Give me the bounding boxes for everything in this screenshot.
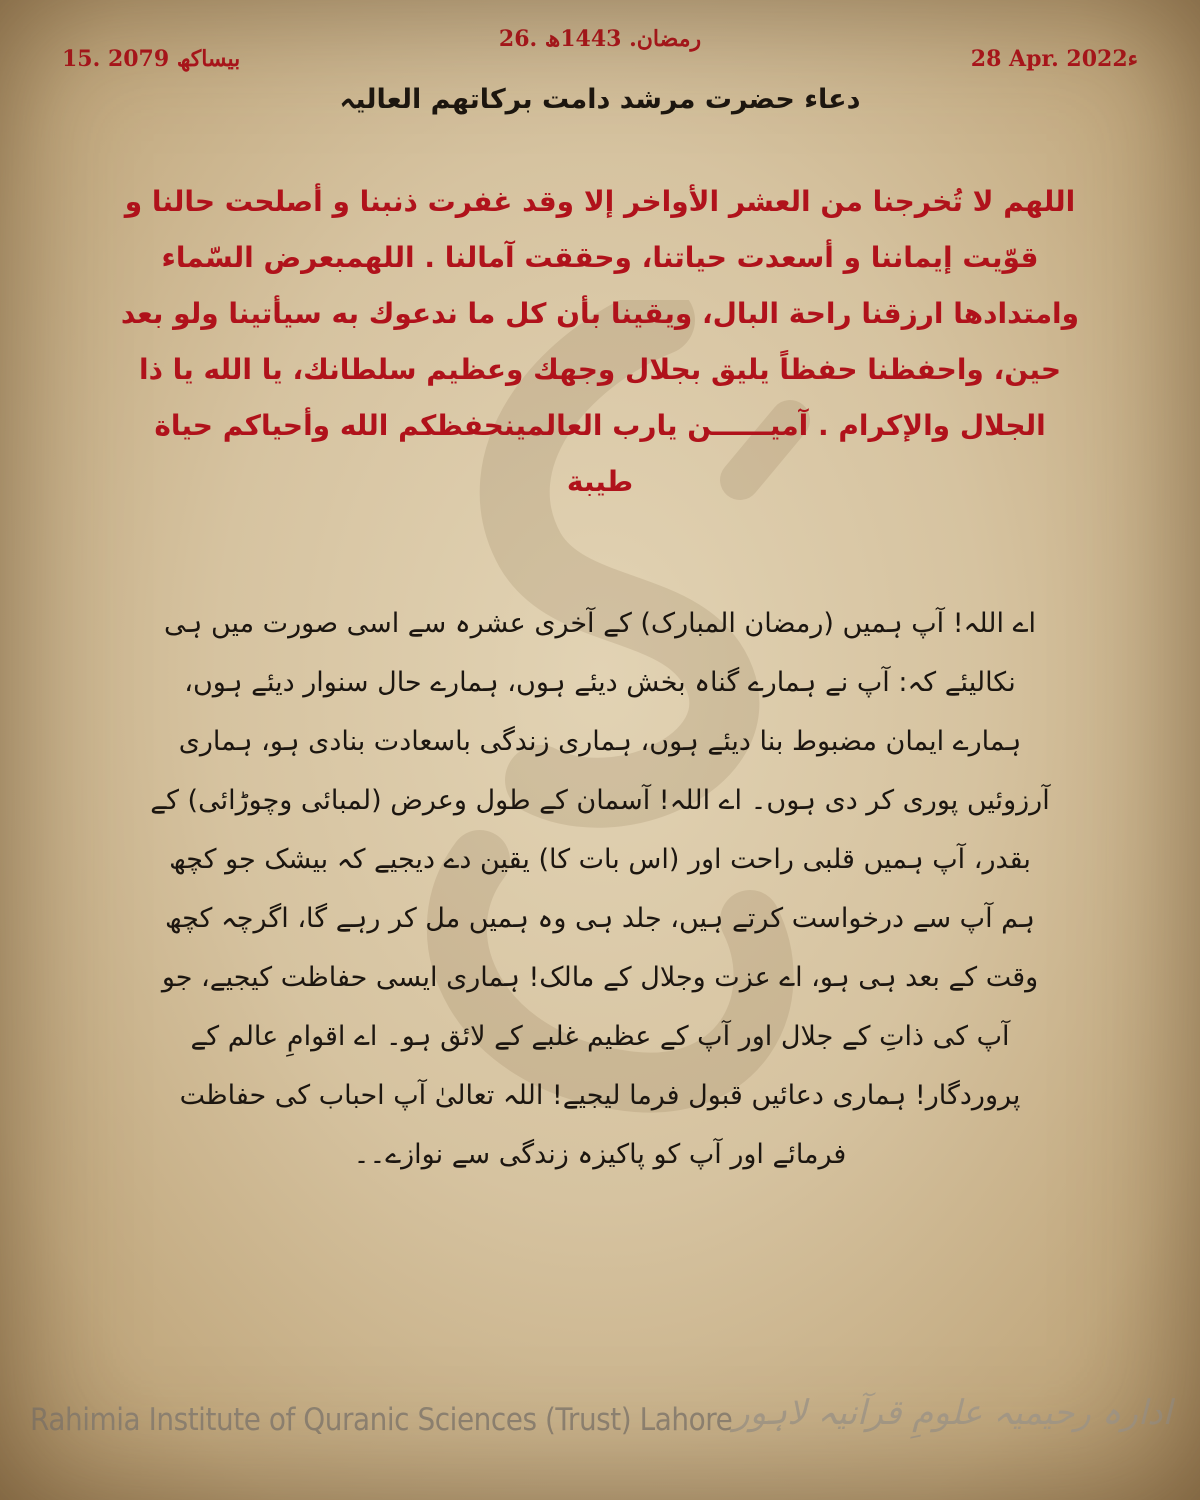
urdu-translation-text: اے اللہ! آپ ہمیں (رمضان المبارک) کے آخری عشرہ سے اسی صورت میں ہی نکالیئے کہ: آپ نے ہمارے گناہ بخش دیئے ہوں، ہمارے حال سنوار دیئے ہوں، ہمارے ایمان مضبوط بنا دیئے ہوں، ہماری زندگی باسعادت بنادی ہو، ہماری آرزوئیں پوری کر دی ہوں۔ اے اللہ! آسمان کے طول وعرض (لمبائی وچوڑائی) کے بقدر، آپ ہمیں قلبی راحت اور (اس بات کا) یقین دے دیجیے کہ بیشک جو کچھ ہم آپ سے درخواست کرتے ہیں، جلد ہی وہ ہمیں مل کر رہے گا، اگرچہ کچھ وقت کے بعد ہی ہو، اے عزت وجلال کے مالک! ہماری ایسی حفاظت کیجیے، جو آپ کی ذاتِ کے جلال اور آپ کے عظیم غلبے کے لائق ہو۔ اے اقوامِ عالم کے پروردگار! ہماری دعائیں قبول فرما لیجیے! اللہ تعالیٰ آپ احباب کی حفاظت فرمائے اور آپ کو پاکیزہ زندگی سے نوازے۔۔ — [150, 608, 1050, 1170]
institute-calligraphy-logo: ادارہ رحیمیہ علومِ قرآنیہ لاہور — [733, 1393, 1172, 1433]
hijri-date: 26. رمضان. 1443ھ — [498, 26, 702, 52]
gregorian-date: 28 Apr. 2022ء — [970, 46, 1138, 72]
arabic-dua-text: اللهم لا تُخرجنا من العشر الأواخر إلا وقد غفرت ذنبنا و أصلحت حالنا و قوّيت إيماننا و أسعدت حياتنا، وحققت آمالنا . اللهمبعرض السّماء وامتدادها ارزقنا راحة البال، ويقينا بأن كل ما ندعوك به سيأتينا ولو بعد حين، واحفظنا حفظاً يليق بجلال وجهك وعظيم سلطانك، يا الله يا ذا الجلال والإكرام . آميــــــن يارب العالمينحفظكم الله وأحياكم حياة طيبة — [120, 185, 1080, 498]
institute-name-english: Rahimia Institute of Quranic Sciences (Trust) Lahore — [30, 1402, 733, 1438]
bikrami-date: 15. بیساکھ 2079 — [62, 46, 241, 72]
dua-title: دعاء حضرت مرشد دامت برکاتھم العالیہ — [339, 84, 861, 115]
